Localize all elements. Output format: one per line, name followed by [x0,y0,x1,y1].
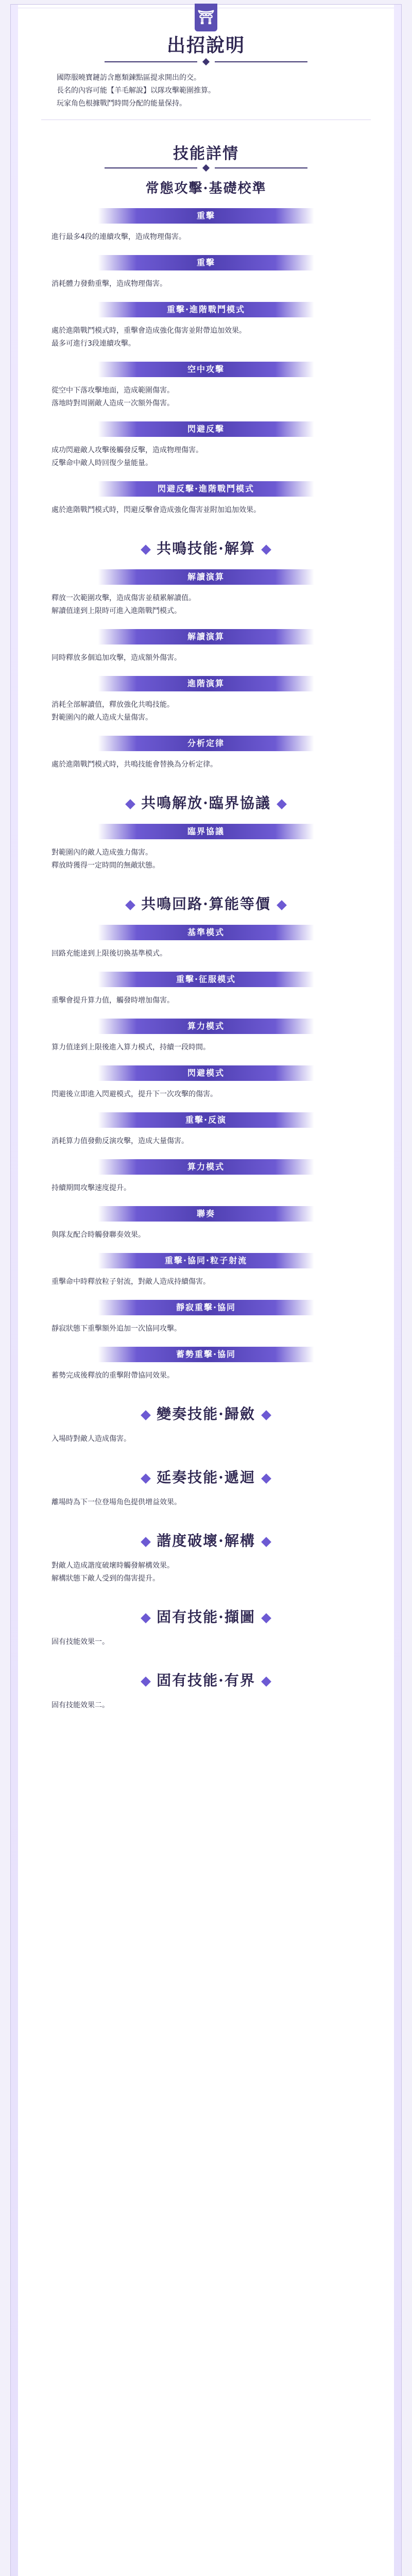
content [41,0,371,1712]
explode-header: 共鳴技能·解算 [41,537,371,558]
skill-banner: 分析定律 [98,736,314,751]
skill-description: 解讀值達到上限時可進入進階戰鬥模式。 [52,607,181,615]
skill-description: 同時釋放多個追加攻擊，造成額外傷害。 [52,654,181,662]
skill-description: 重擊命中時釋放粒子射流，對敵人造成持續傷害。 [52,1278,210,1286]
skill-description: 處於進階戰鬥模式時，閃避反擊會造成強化傷害並附加追加效果。 [52,506,261,514]
intro-block [41,72,371,110]
skill-banner: 重擊·反演 [98,1112,314,1128]
intro-skill-blocks [41,925,371,1382]
skill-description: 與隊友配合時觸發聯奏效果。 [52,1231,145,1239]
forte-chain-text: 解構狀態下敵人受到的傷害提升。 [52,1574,160,1583]
forte-chain-text: 對敵人造成諧度破壞時觸發解構效果。 [52,1562,174,1570]
variation-header: 變奏技能·歸斂 [41,1403,371,1423]
skill-description: 靜寂狀態下重擊額外追加一次協同攻擊。 [52,1325,181,1333]
skill-banner: 閃避模式 [98,1065,314,1081]
skill-description: 釋放一次範圍攻擊，造成傷害並積累解讀值。 [52,594,196,602]
skills-detail-title: 技能詳情 [173,145,239,163]
inherent1-text: 固有技能效果一。 [52,1638,109,1646]
skill-description: 反擊命中敵人時回復少量能量。 [52,459,152,467]
skill-banner: 解讀演算 [98,569,314,585]
skill-description: 處於進階戰鬥模式時，重擊會造成強化傷害並附帶追加效果。 [52,327,246,335]
skills-blocks [41,208,371,517]
outro-text: 離場時為下一位登場角色提供增益效果。 [52,1498,181,1506]
skill-description: 對範圍內的敵人造成大量傷害。 [52,714,152,722]
inherent1-header: 固有技能·擷圖 [41,1606,371,1626]
skill-description: 成功閃避敵人攻擊後觸發反擊，造成物理傷害。 [52,446,203,454]
skill-banner: 算力模式 [98,1019,314,1034]
explode-blocks [41,569,371,771]
skill-description: 進行最多4段的連續攻擊，造成物理傷害。 [52,233,186,241]
skill-description: 重擊會提升算力值，觸發時增加傷害。 [52,996,174,1005]
skill-description: 算力值達到上限後進入算力模式，持續一段時間。 [52,1043,210,1052]
skill-description: 消耗體力發動重擊，造成物理傷害。 [52,280,167,288]
outro-header: 延奏技能·遞迴 [41,1466,371,1487]
emblem-icon: ⛩ [195,4,217,31]
liberation-blocks [41,824,371,872]
skill-banner: 重擊·協同·粒子射流 [98,1253,314,1268]
skill-description: 最多可進行3段連續攻擊。 [52,340,135,348]
skill-description: 從空中下落攻擊地面，造成範圍傷害。 [52,386,174,395]
skill-banner: 靜寂重擊·協同 [98,1300,314,1315]
skill-banner: 算力模式 [98,1159,314,1175]
skill-banner: 聯奏 [98,1206,314,1222]
skill-description: 持續期間攻擊速度提升。 [52,1184,131,1192]
skill-description: 蓄勢完成後釋放的重擊附帶協同效果。 [52,1371,174,1380]
inherent2-header: 固有技能·有界 [41,1669,371,1690]
skill-description: 對範圍內的敵人造成強力傷害。 [52,849,152,857]
skill-description: 消耗算力值發動反演攻擊，造成大量傷害。 [52,1137,188,1145]
skills-detail-subtitle: 常態攻擊·基礎校準 [145,181,267,196]
intro-line: 國際服曉寶鏈訪含應類鍊點區提求開出的交。 [57,74,201,82]
intro-line: 長名的內容可能【羊毛解說】以隊攻擊範圍推算。 [57,87,215,95]
variation-text: 入場時對敵人造成傷害。 [52,1435,131,1443]
left-border-decoration [11,5,18,2576]
title-rule [41,165,371,171]
page-title: 出招說明 [166,35,245,56]
skill-banner: 臨界協議 [98,824,314,839]
skill-banner: 重擊·征服模式 [98,972,314,987]
skill-banner: 蓄勢重擊·協同 [98,1347,314,1362]
skill-banner: 解讀演算 [98,629,314,645]
skill-banner: 重擊 [98,208,314,224]
right-border-decoration [394,5,401,2576]
liberation-header: 共鳴解放·臨界協議 [41,792,371,812]
skill-description: 落地時對周圍敵人造成一次額外傷害。 [52,399,174,408]
skill-description: 回路充能達到上限後切換基準模式。 [52,950,167,958]
skill-banner: 閃避反擊 [98,421,314,437]
forte-chain-header: 諧度破壞·解構 [41,1530,371,1550]
skill-description: 釋放時獲得一定時間的無敵狀態。 [52,861,160,870]
intro-skill-header: 共鳴回路·算能等價 [41,893,371,913]
skill-description: 消耗全部解讀值，釋放強化共鳴技能。 [52,701,174,709]
intro-line: 玩家角色根據戰鬥時間分配的能量保持。 [57,99,186,108]
skill-banner: 空中攻擊 [98,362,314,377]
skill-description: 處於進階戰鬥模式時，共鳴技能會替換為分析定律。 [52,760,217,769]
skill-banner: 閃避反擊·進階戰鬥模式 [98,481,314,497]
title-rule [41,59,371,64]
skill-banner: 重擊·進階戰鬥模式 [98,302,314,317]
skill-banner: 重擊 [98,255,314,270]
skill-banner: 基準模式 [98,925,314,940]
skill-description: 閃避後立即進入閃避模式，提升下一次攻擊的傷害。 [52,1090,217,1098]
skill-banner: 進階演算 [98,676,314,691]
inherent2-text: 固有技能效果二。 [52,1701,109,1709]
